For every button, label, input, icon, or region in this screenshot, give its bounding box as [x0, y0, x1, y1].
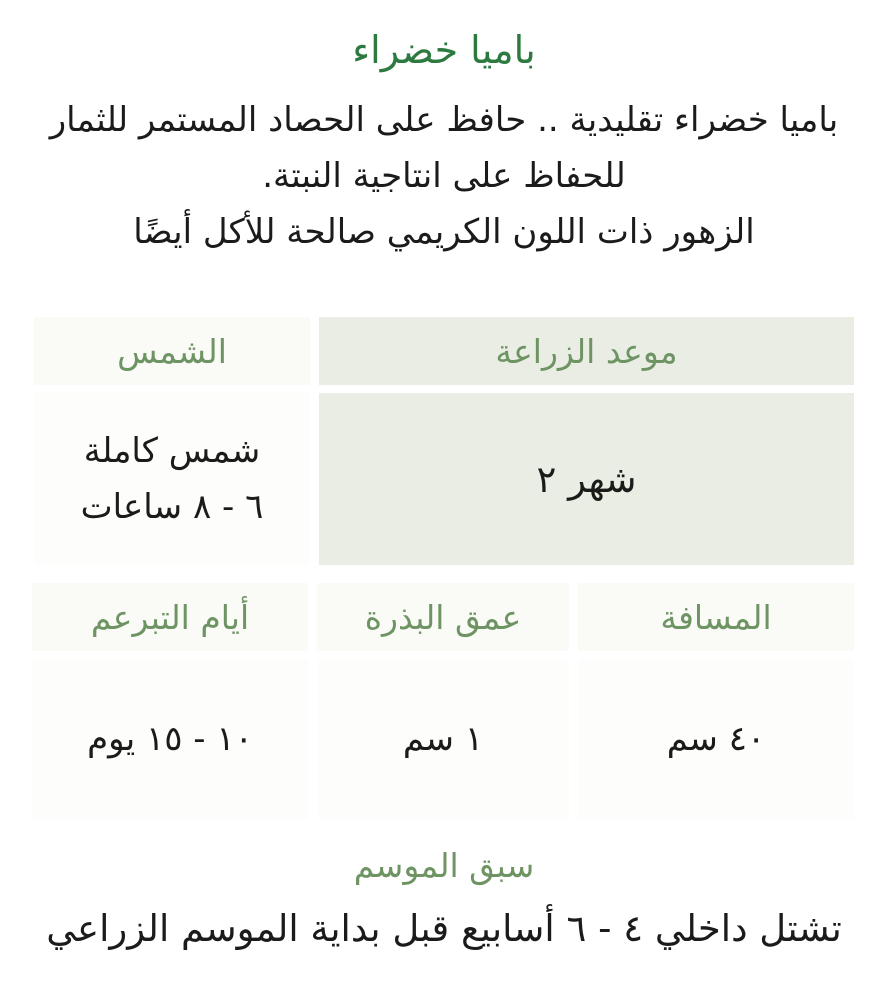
season-head-start-heading: سبق الموسم [353, 846, 535, 885]
budding-days-header-cell [32, 583, 308, 651]
seed-depth-header-cell [317, 583, 569, 651]
spacing-value: ٤٠ سم [666, 719, 766, 759]
sun-header-cell [34, 317, 310, 385]
sun-value-line-1: شمس كاملة [83, 431, 261, 471]
spacing-value-cell [578, 659, 854, 819]
spacing-header-cell [578, 583, 854, 651]
seed-depth-value-cell [317, 659, 569, 819]
sun-header: الشمس [117, 331, 227, 371]
sun-value-line-2: ٦ - ٨ ساعات [80, 487, 264, 527]
budding-days-value-cell [32, 659, 308, 819]
planting-date-header-cell [319, 317, 854, 385]
seed-depth-value: ١ سم [402, 719, 484, 759]
table1-header-row [34, 317, 854, 385]
plant-info-table [34, 317, 854, 819]
table2-header-row [34, 583, 854, 651]
planting-date-header: موعد الزراعة [495, 331, 678, 371]
page-title: باميا خضراء [352, 28, 536, 72]
table1-value-row [34, 393, 854, 565]
table2-value-row [34, 659, 854, 819]
intro-line-3: الزهور ذات اللون الكريمي صالحة للأكل أيضًا [133, 212, 755, 252]
sun-value-cell [34, 393, 310, 565]
seed-depth-header: عمق البذرة [364, 597, 522, 637]
planting-date-value-cell [319, 393, 854, 565]
budding-days-header: أيام التبرعم [90, 597, 250, 637]
intro-text [34, 92, 854, 260]
intro-line-2: للحفاظ على انتاجية النبتة. [262, 156, 626, 196]
season-head-start-text: تشتل داخلي ٤ - ٦ أسابيع قبل بداية الموسم الزراعي [46, 907, 842, 950]
intro-line-1: باميا خضراء تقليدية .. حافظ على الحصاد المستمر للثمار [49, 100, 839, 140]
spacing-header: المسافة [660, 597, 772, 637]
planting-date-value: شهر ٢ [536, 457, 637, 501]
budding-days-value: ١٠ - ١٥ يوم [87, 719, 253, 759]
